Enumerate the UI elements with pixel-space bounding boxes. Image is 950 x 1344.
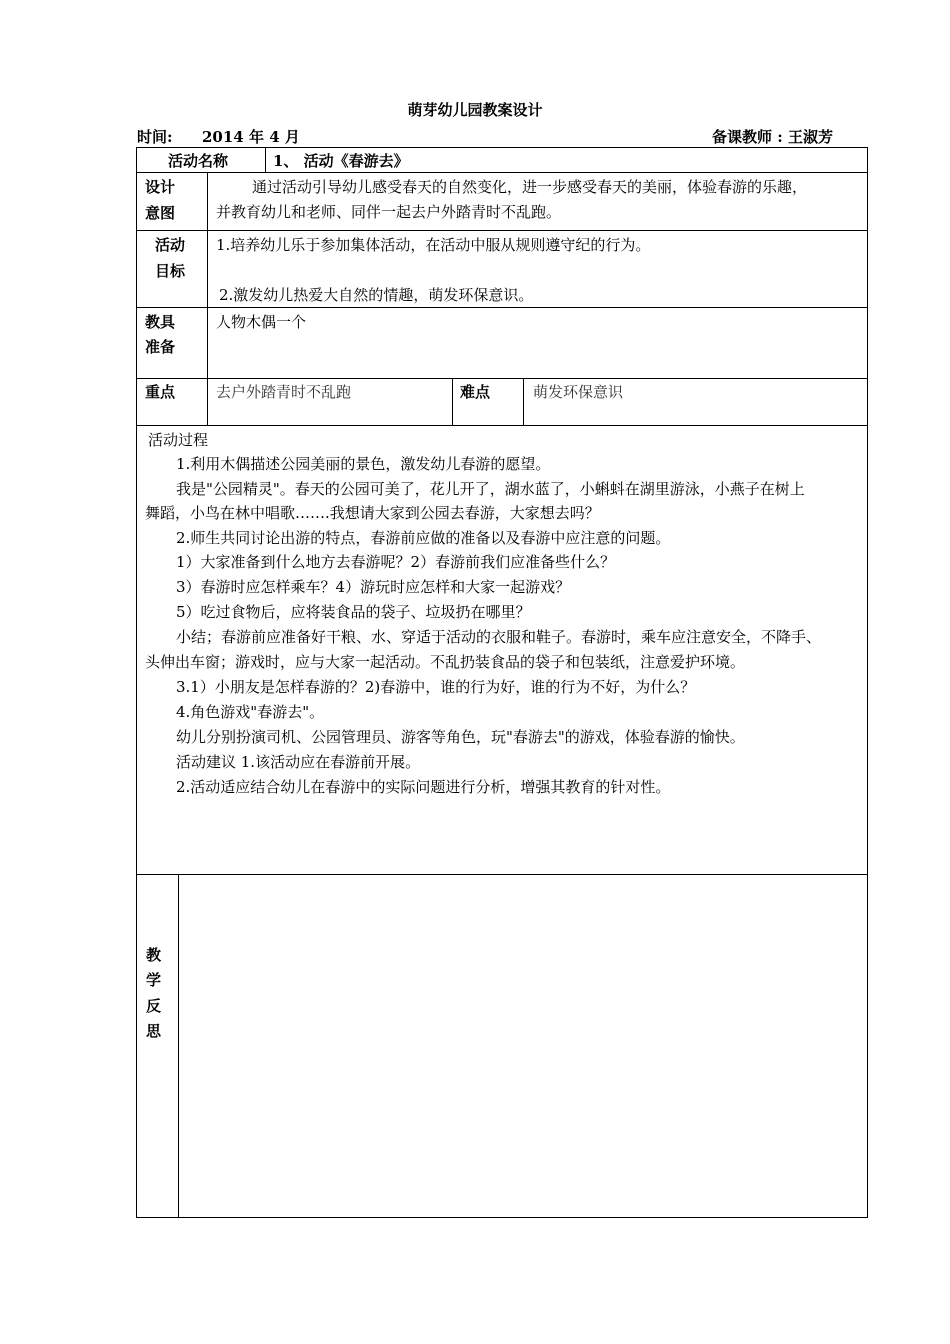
- reflection-content-area[interactable]: [179, 875, 867, 1217]
- process-paragraph: 1）大家准备到什么地方去春游呢？2）春游前我们应准备些什么？: [176, 553, 616, 571]
- difficulty-label: 难点: [460, 383, 491, 401]
- process-paragraph: 2.师生共同讨论出游的特点，春游前应做的准备以及春游中应注意的问题。: [176, 529, 671, 547]
- process-paragraph: 5）吃过食物后，应将装食品的袋子、垃圾扔在哪里？: [176, 603, 531, 621]
- key-label: 重点: [145, 383, 176, 401]
- design-text-line-2: 并教育幼儿和老师、同伴一起去户外踏青时不乱跑。: [216, 203, 562, 221]
- key-value: 去户外踏青时不乱跑: [216, 383, 352, 401]
- goal-item-2: 2.激发幼儿热爱大自然的情趣，萌发环保意识。: [219, 286, 534, 304]
- process-heading: 活动过程: [148, 431, 209, 449]
- process-paragraph: 头伸出车窗；游戏时，应与大家一起活动。不乱扔装食品的袋子和包装纸，注意爱护环境。: [145, 653, 746, 671]
- time-value: 2014 年 4 月: [202, 128, 300, 146]
- process-paragraph: 活动建议 1.该活动应在春游前开展。: [176, 753, 421, 771]
- activity-name-value: 1、 活动《春游去》: [273, 152, 409, 170]
- reflection-char: 教: [146, 946, 162, 964]
- process-paragraph: 幼儿分别扮演司机、公园管理员、游客等角色，玩"春游去"的游戏，体验春游的愉快。: [176, 728, 745, 746]
- tools-value: 人物木偶一个: [216, 313, 307, 331]
- process-paragraph: 1.利用木偶描述公园美丽的景色，激发幼儿春游的愿望。: [176, 455, 551, 473]
- process-paragraph: 小结；春游前应准备好干粮、水、穿适于活动的衣服和鞋子。春游时，乘车应注意安全，不降手、: [176, 628, 822, 646]
- process-paragraph: 我是"公园精灵"。春天的公园可美了，花儿开了，湖水蓝了，小蝌蚪在湖里游泳，小燕子在树上: [176, 480, 805, 498]
- teacher-label: 备课教师 : 王淑芳: [712, 128, 833, 146]
- time-label: 时间:: [137, 128, 173, 146]
- reflection-char: 学: [146, 971, 162, 989]
- reflection-char: 思: [146, 1022, 162, 1040]
- tools-label-1: 教具: [145, 313, 176, 331]
- process-paragraph: 3）春游时应怎样乘车？4）游玩时应怎样和大家一起游戏？: [176, 578, 571, 596]
- process-paragraph: 舞蹈，小鸟在林中唱歌…….我想请大家到公园去春游，大家想去吗？: [145, 504, 600, 522]
- design-label-2: 意图: [145, 204, 176, 222]
- goal-item-1: 1.培养幼儿乐于参加集体活动，在活动中服从规则遵守纪的行为。: [216, 236, 651, 254]
- process-paragraph: 4.角色游戏"春游去"。: [176, 703, 325, 721]
- goal-label-1: 活动: [155, 236, 186, 254]
- activity-name-label: 活动名称: [168, 152, 229, 170]
- difficulty-value: 萌发环保意识: [533, 383, 624, 401]
- design-label-1: 设计: [145, 178, 176, 196]
- goal-label-2: 目标: [155, 262, 186, 280]
- process-paragraph: 2.活动适应结合幼儿在春游中的实际问题进行分析，增强其教育的针对性。: [176, 778, 671, 796]
- process-paragraph: 3.1）小朋友是怎样春游的？2)春游中，谁的行为好，谁的行为不好，为什么？: [176, 678, 696, 696]
- reflection-char: 反: [146, 997, 162, 1015]
- document-title: 萌芽幼儿园教案设计: [407, 101, 543, 119]
- design-text-line-1: 通过活动引导幼儿感受春天的自然变化，进一步感受春天的美丽，体验春游的乐趣，: [252, 178, 808, 196]
- tools-label-2: 准备: [145, 338, 176, 356]
